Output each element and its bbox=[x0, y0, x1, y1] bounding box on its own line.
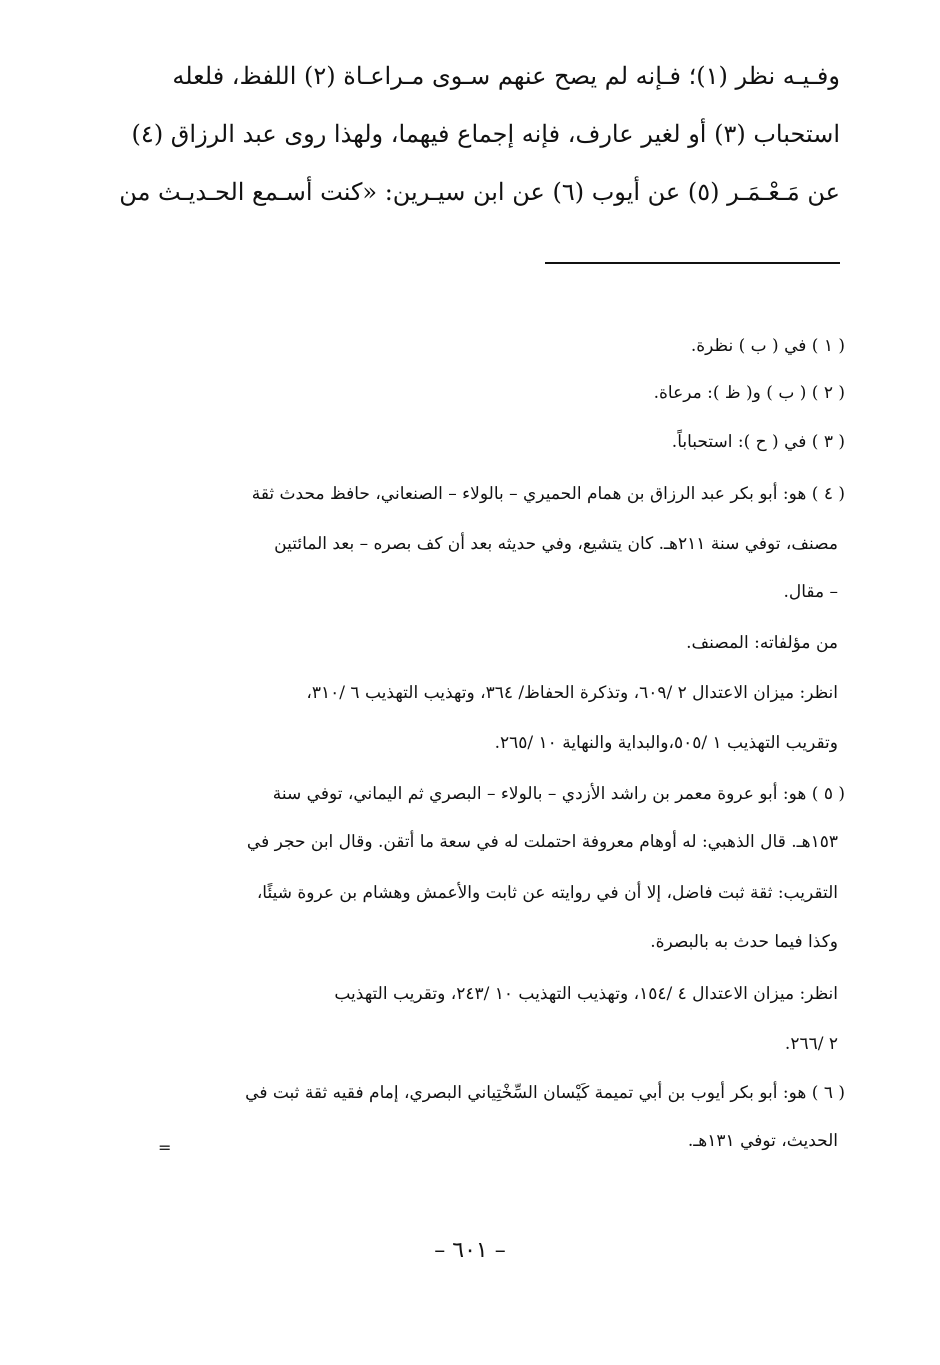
footnote-5-line: ١٥٣هـ. قال الذهبي: له أوهام معروفة احتملت له في سعة ما أتقن. وقال ابن حجر في bbox=[246, 832, 838, 852]
footnote-5-line: وكذا فيما حدث به بالبصرة. bbox=[650, 932, 838, 952]
footnote-5-line: ( ٥ ) هو: أبو عروة معمر بن راشد الأزدي – بالولاء – البصري ثم اليماني، توفي سنة bbox=[272, 784, 845, 804]
continuation-mark: = bbox=[158, 1138, 172, 1157]
footnote-5-line: انظر: ميزان الاعتدال ٤ /١٥٤، وتهذيب التهذيب ١٠ /٢٤٣، وتقريب التهذيب bbox=[334, 984, 838, 1004]
footnote-6-line: ( ٦ ) هو: أبو بكر أيوب بن أبي تميمة كَيْسان السِّخْتِياني البصري، إمام فقيه ثقة ثبت في bbox=[245, 1083, 845, 1103]
footnote-4-line: ( ٤ ) هو: أبو بكر عبد الرزاق بن همام الحميري – بالولاء – الصنعاني، حافظ محدث ثقة bbox=[251, 484, 845, 504]
body-text-line: وفـيـه نظر (١)؛ فـإنه لم يصح عنهم سـوى مـراعـاة (٢) اللفظ، فلعله bbox=[172, 62, 840, 90]
page-number: – ٦٠١ – bbox=[434, 1238, 506, 1263]
footnote-4-line: انظر: ميزان الاعتدال ٢ /٦٠٩، وتذكرة الحفاظ/ ٣٦٤، وتهذيب التهذيب ٦ /٣١٠، bbox=[306, 683, 838, 703]
footnote-6-line: الحديث، توفي ١٣١هـ. bbox=[687, 1131, 838, 1151]
footnote-5-line: ٢ /٢٦٦. bbox=[784, 1034, 838, 1054]
footnote-2: ( ٢ ) ( ب ) و( ظ ): مرعاة. bbox=[653, 383, 845, 403]
footnote-5-line: التقريب: ثقة ثبت فاضل، إلا أن في روايته عن ثابت والأعمش وهشام بن عروة شيئًا، bbox=[256, 883, 838, 903]
footnote-4-line: وتقريب التهذيب ١ /٥٠٥،والبداية والنهاية ١٠ /٢٦٥. bbox=[494, 733, 838, 753]
footnote-1: ( ١ ) في ( ب ) نظرة. bbox=[690, 336, 845, 356]
body-text-line: عن مَـعْـمَـر (٥) عن أيوب (٦) عن ابن سيـرين: «كنت أسـمع الحـديـث من bbox=[119, 178, 840, 206]
footnote-4-line: مصنف، توفي سنة ٢١١هـ. كان يتشيع، وفي حديثه بعد أن كف بصره – بعد المائتين bbox=[274, 534, 838, 554]
footnote-separator bbox=[545, 262, 840, 264]
footnote-4-line: – مقال. bbox=[783, 582, 838, 602]
footnote-4-line: من مؤلفاته: المصنف. bbox=[686, 633, 838, 653]
body-text-line: استحباب (٣) أو لغير عارف، فإنه إجماع فيهما، ولهذا روى عبد الرزاق (٤) bbox=[131, 120, 840, 148]
footnote-3: ( ٣ ) في ( ح ): استحباباً. bbox=[671, 432, 845, 452]
